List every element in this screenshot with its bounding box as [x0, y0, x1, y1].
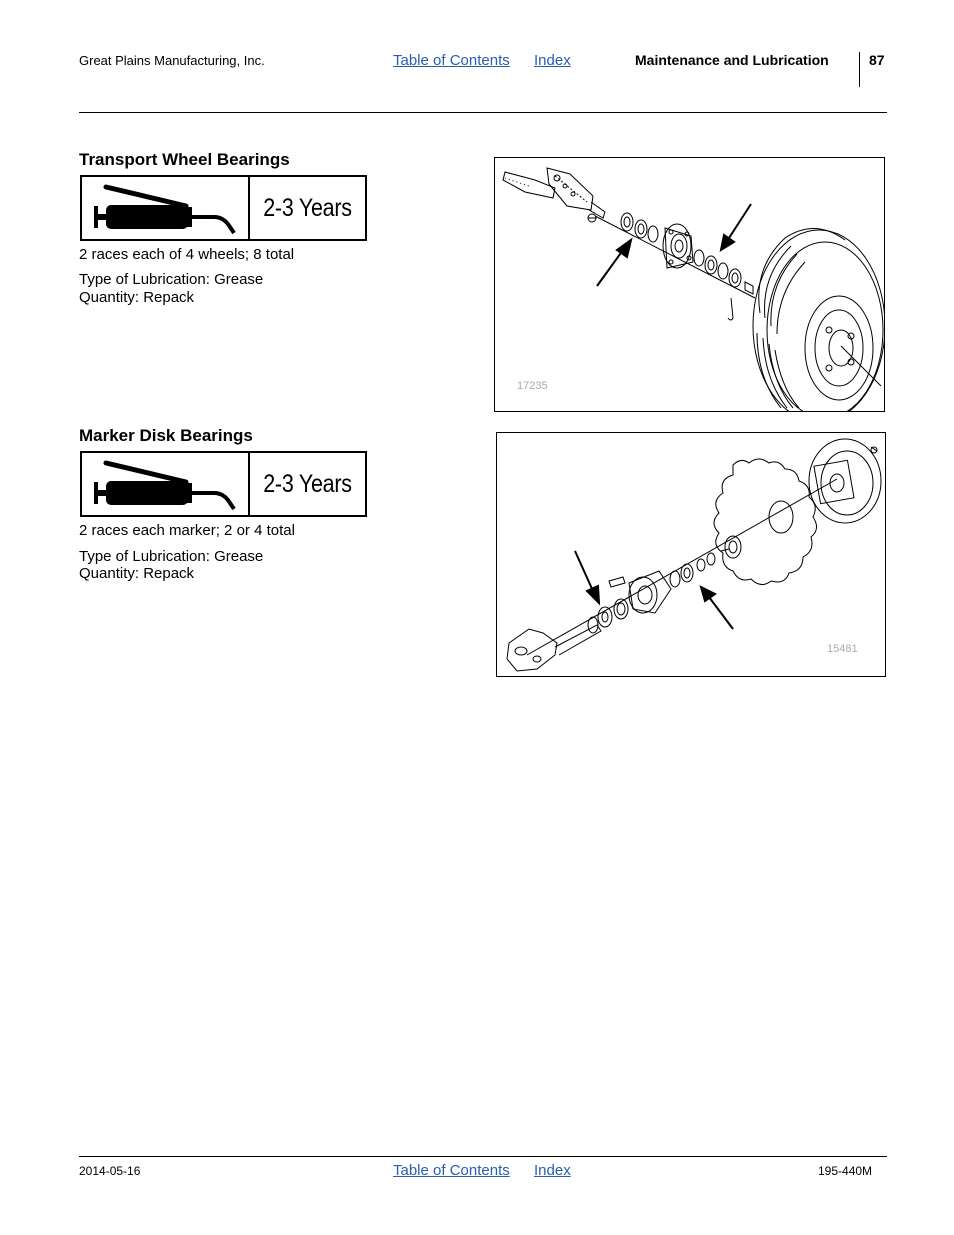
marker-disk-figure	[496, 432, 886, 677]
footer-date: 2014-05-16	[79, 1164, 141, 1178]
figure-number: 17235	[517, 380, 548, 392]
lubrication-quantity: Quantity: Repack	[79, 565, 195, 582]
lubrication-type: Type of Lubrication: Grease	[79, 548, 264, 565]
footer-doc-number: 195-440M	[818, 1164, 873, 1178]
header-toc-link[interactable]: Table of Contents	[393, 52, 510, 69]
races-count: 2 races each of 4 wheels; 8 total	[79, 246, 295, 263]
marker-disk-bearings-title: Marker Disk Bearings	[79, 426, 253, 445]
header-divider	[859, 52, 860, 87]
lubrication-type: Type of Lubrication: Grease	[79, 271, 264, 288]
lube-interval-text: 2-3 Years	[263, 469, 352, 498]
header-index-link[interactable]: Index	[534, 52, 571, 69]
footer-toc-link[interactable]: Table of Contents	[393, 1162, 510, 1179]
lubrication-quantity: Quantity: Repack	[79, 289, 195, 306]
page-number: 87	[869, 52, 885, 68]
races-count: 2 races each marker; 2 or 4 total	[79, 522, 295, 539]
grease-gun-icon	[82, 453, 250, 515]
transport-wheel-figure	[494, 157, 885, 412]
footer-rule	[79, 1156, 887, 1157]
figure-number: 15481	[827, 643, 858, 655]
transport-wheel-bearings-title: Transport Wheel Bearings	[79, 150, 290, 169]
footer-index-link[interactable]: Index	[534, 1162, 571, 1179]
company-name: Great Plains Manufacturing, Inc.	[79, 53, 265, 68]
section-heading: Maintenance and Lubrication	[635, 52, 829, 68]
lube-interval-text: 2-3 Years	[263, 193, 352, 222]
lube-interval-box	[80, 451, 367, 517]
header-rule	[79, 112, 887, 113]
lube-interval-box	[80, 175, 367, 241]
grease-gun-icon	[82, 177, 250, 239]
